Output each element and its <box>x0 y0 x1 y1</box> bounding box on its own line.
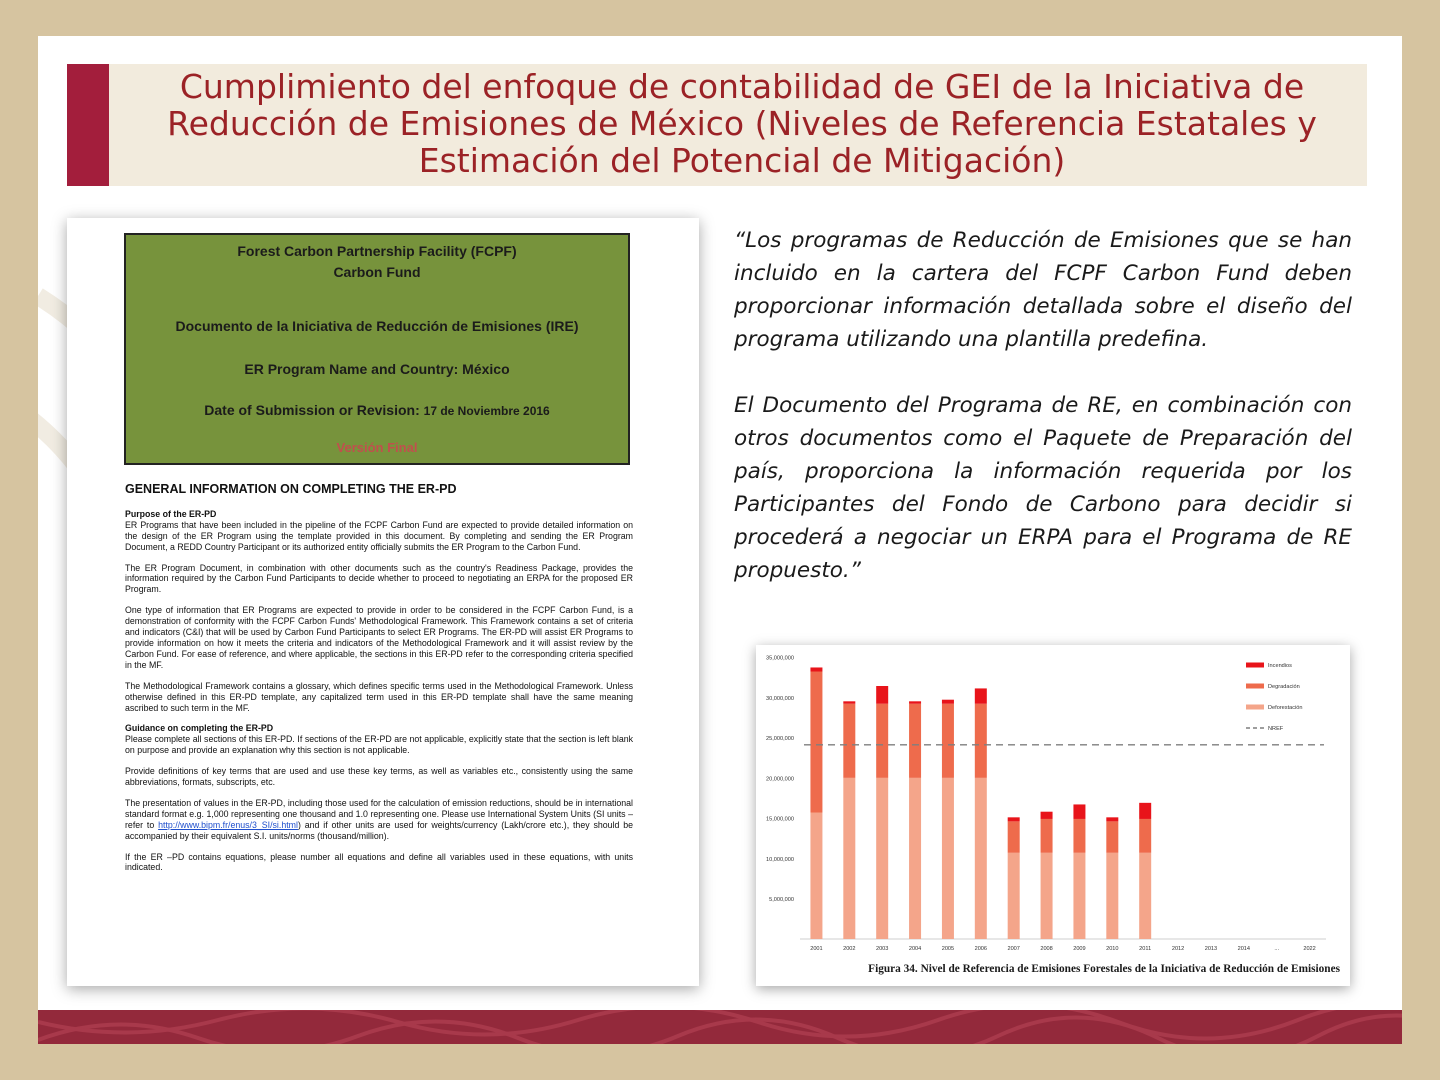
purpose-heading: Purpose of the ER-PD <box>125 508 217 519</box>
cover-version: Versión Final <box>336 440 418 455</box>
document-cover-box <box>124 233 630 465</box>
y-tick-label: 20,000,000 <box>766 776 794 783</box>
chart-bar-incendios <box>843 701 855 703</box>
cover-date-label: Date of Submission or Revision: <box>204 402 424 418</box>
chart-bar-deforestación <box>843 778 855 939</box>
paragraph-4: The Methodological Framework contains a glossary, which defines specific terms used in the Methodological Framework. Unless otherwise defined in this ER-PD template, any capitalized term used in this ER-PD template shall have the same meaning ascribed to such term in the MF. <box>125 680 633 713</box>
paragraph-6: Provide definitions of key terms that are used and use these key terms, as well as variables etc., consistently using the same abbreviations, formats, subscripts, etc. <box>125 766 633 788</box>
x-tick-label: 2006 <box>974 946 988 952</box>
chart-bar-degradación <box>1073 819 1085 853</box>
document-body <box>125 484 633 883</box>
chart-bar-deforestación <box>975 778 987 939</box>
x-tick-label: 2014 <box>1237 946 1251 952</box>
slide-title <box>127 68 1357 179</box>
x-tick-label: 2013 <box>1204 946 1218 952</box>
document-heading: GENERAL INFORMATION ON COMPLETING THE ER-PD <box>125 482 457 496</box>
x-tick-label: 2002 <box>843 946 856 952</box>
x-tick-label: 2001 <box>810 946 823 952</box>
chart-bar-deforestación <box>1139 853 1151 939</box>
chart-bar-deforestación <box>1008 853 1020 939</box>
chart-bar-incendios <box>909 701 921 703</box>
quote-paragraph-1: “Los programas de Reducción de Emisiones que se han incluido en la cartera del FCPF Carbon Fund deben proporcionar información detallada sobre el diseño del programa utilizando una plantilla predefina. <box>734 228 1352 352</box>
title-line-2: Reducción de Emisiones de México (Niveles de Referencia Estatales y <box>167 104 1317 143</box>
legend-swatch-degradación <box>1246 684 1264 689</box>
legend-label: Incendios <box>1268 663 1292 669</box>
chart-bar-deforestación <box>876 778 888 939</box>
chart-bar-deforestación <box>1106 853 1118 939</box>
chart-bar-degradación <box>843 704 855 778</box>
chart-bar-incendios <box>1041 812 1053 819</box>
si-units-link[interactable]: http://www.bipm.fr/enus/3_SI/si.html <box>158 819 298 830</box>
title-band <box>67 64 1367 186</box>
slide <box>38 36 1402 1044</box>
paragraph-7-end: ) and if other units are used for weights/currency (Lakh/crore etc.), they should be accompanied by their equivalent S.I. units/norms (thousand/million). <box>125 819 634 841</box>
y-tick-label: 25,000,000 <box>766 736 794 743</box>
footer-pattern-icon <box>38 1010 1402 1044</box>
cover-date-value: 17 de Noviembre 2016 <box>423 404 550 418</box>
chart-bar-degradación <box>1041 819 1053 853</box>
chart-bar-incendios <box>1139 803 1151 819</box>
y-tick-label: 10,000,000 <box>766 856 794 863</box>
title-line-3: Estimación del Potencial de Mitigación) <box>418 141 1066 180</box>
x-tick-label: 2009 <box>1073 946 1086 952</box>
emissions-chart-card <box>756 645 1350 986</box>
legend-label: Degradación <box>1268 684 1300 690</box>
x-tick-label: 2005 <box>941 946 955 952</box>
legend-swatch-incendios <box>1246 663 1264 668</box>
chart-bar-incendios <box>876 686 888 704</box>
chart-bar-incendios <box>1106 817 1118 821</box>
chart-bar-degradación <box>1008 821 1020 852</box>
chart-bar-deforestación <box>1041 853 1053 939</box>
chart-bar-deforestación <box>942 778 954 939</box>
chart-bar-incendios <box>810 667 822 671</box>
emissions-chart <box>756 645 1350 965</box>
cover-fund: Carbon Fund <box>333 264 421 280</box>
chart-bar-incendios <box>975 688 987 703</box>
guidance-heading: Guidance on completing the ER-PD <box>125 723 274 734</box>
title-line-1: Cumplimiento del enfoque de contabilidad de GEI de la Iniciativa de <box>179 67 1305 106</box>
chart-caption: Figura 34. Nivel de Referencia de Emisiones Forestales de la Iniciativa de Reducción de Emisiones <box>868 963 1340 975</box>
paragraph-7-start: The presentation of values in the ER-PD, including those used for the calculation of emission reductions, should be in international standard format e.g. 1,000 representing one thousand and 1.0 representing one. Please use International System Units (SI units – refer to <box>125 797 633 830</box>
y-tick-label: 35,000,000 <box>766 655 794 662</box>
cover-doc-title: Documento de la Iniciativa de Reducción de Emisiones (IRE) <box>175 318 579 334</box>
paragraph-7 <box>125 798 633 842</box>
x-tick-label: 2008 <box>1040 946 1053 952</box>
chart-bar-incendios <box>1073 804 1085 819</box>
x-tick-label: 2022 <box>1303 946 1316 952</box>
chart-bar-deforestación <box>810 813 822 939</box>
y-tick-label: 15,000,000 <box>766 816 794 823</box>
legend-swatch-deforestación <box>1246 705 1264 710</box>
chart-bar-deforestación <box>1073 853 1085 939</box>
paragraph-8: If the ER –PD contains equations, please number all equations and define all variables used in these equations, with units indicated. <box>125 851 633 873</box>
y-tick-label: 30,000,000 <box>766 695 794 702</box>
cover-date <box>126 402 628 418</box>
chart-bar-degradación <box>810 672 822 813</box>
chart-bar-incendios <box>942 700 954 704</box>
chart-bar-degradación <box>909 704 921 778</box>
er-pd-document-page <box>67 218 699 986</box>
title-accent-bar <box>67 64 109 186</box>
x-tick-label: 2004 <box>908 946 922 952</box>
chart-bar-degradación <box>975 704 987 778</box>
cover-org: Forest Carbon Partnership Facility (FCPF) <box>237 243 517 259</box>
x-tick-label: 2011 <box>1139 946 1152 952</box>
x-tick-label: 2010 <box>1106 946 1119 952</box>
quote-block <box>734 224 1352 587</box>
footer-band <box>38 1010 1402 1044</box>
chart-bar-degradación <box>876 704 888 778</box>
x-tick-label: 2007 <box>1007 946 1020 952</box>
x-tick-label: 2012 <box>1171 946 1185 952</box>
paragraph-1: ER Programs that have been included in the pipeline of the FCPF Carbon Fund are expected to provide detailed information on the design of the ER Program using the template provided in this document. By completing and sending the ER Program Document, a REDD Country Participant or its authorized entity officially submits the ER Program to the Carbon Fund. <box>125 519 633 552</box>
x-tick-label: 2003 <box>875 946 889 952</box>
y-tick-label: 5,000,000 <box>769 897 794 904</box>
legend-label: Deforestación <box>1268 705 1303 711</box>
chart-bar-incendios <box>1008 817 1020 821</box>
legend-label: NREF <box>1268 726 1284 732</box>
chart-bar-deforestación <box>909 778 921 939</box>
chart-bar-degradación <box>942 704 954 778</box>
chart-bar-degradación <box>1139 819 1151 853</box>
paragraph-3: One type of information that ER Programs are expected to provide in order to be considered in the FCPF Carbon Fund, is a demonstration of conformity with the FCPF Carbon Funds' Methodological Framework. This Framework contains a set of criteria and indicators (C&I) that will be used by Carbon Fund Participants to select ER Programs. The ER-PD will assist ER Programs to provide information on how it meets the criteria and indicators of the Methodological Framework and it will assist review by the Carbon Fund. For ease of reference, and where applicable, the sections in this ER-PD refer to the corresponding criteria specified in the MF. <box>125 605 633 670</box>
x-tick-label: ... <box>1274 946 1280 952</box>
quote-paragraph-2: El Documento del Programa de RE, en combinación con otros documentos como el Paquete de Preparación del país, proporciona la información requerida por los Participantes del Fondo de Carbono para decidir si procederá a negociar un ERPA para el Programa de RE propuesto.” <box>734 393 1352 583</box>
paragraph-5: Please complete all sections of this ER-PD. If sections of the ER-PD are not applicable, explicitly state that the section is left blank on purpose and provide an explanation why this section is not applicable. <box>125 734 633 756</box>
paragraph-2: The ER Program Document, in combination with other documents such as the country's Readiness Package, provides the information required by the Carbon Fund Participants to decide whether to proceed to negotiating an ERPA for the proposed ER Program. <box>125 562 633 595</box>
chart-bar-degradación <box>1106 821 1118 852</box>
cover-program: ER Program Name and Country: México <box>244 361 510 377</box>
